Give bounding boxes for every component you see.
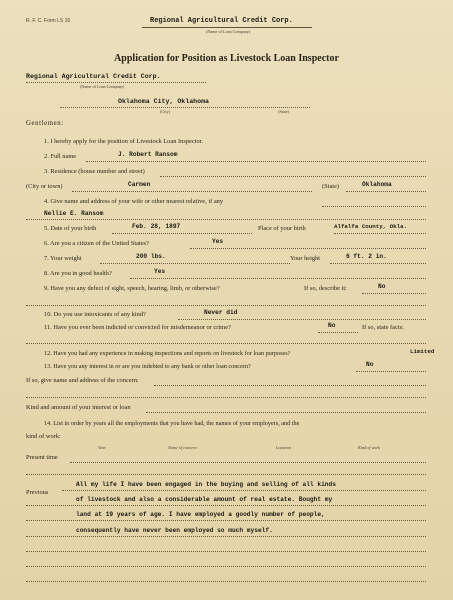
q5-label: 5. Date of your birth xyxy=(44,225,97,232)
q9-line-1 xyxy=(362,293,426,294)
col-location: Location xyxy=(276,445,291,450)
addressee-city-line xyxy=(60,107,310,108)
form-number: R. F. C. Form LS 16 xyxy=(26,18,71,24)
previous-label: Previous xyxy=(26,489,49,496)
salutation: Gentlemen: xyxy=(26,120,64,127)
addressee-city-state: Oklahoma City, Oklahoma xyxy=(118,98,210,105)
q3-state-label: (State) xyxy=(322,183,340,190)
q5-birth-date: Feb. 28, 1897 xyxy=(132,223,181,230)
q9-describe-label: If so, describe it: xyxy=(304,285,347,292)
q2-full-name: J. Robert Ransom xyxy=(118,151,178,158)
previous-line-3: land at 19 years of age. I have employed a goodly number of people, xyxy=(76,511,325,518)
previous-rule-4 xyxy=(26,536,426,537)
present-time-label: Present time xyxy=(26,454,58,461)
q5-place-line xyxy=(334,233,426,234)
previous-line-1: All my life I have been engaged in the buying and selling of all kinds xyxy=(76,481,336,488)
q2-label: 2. Full name xyxy=(44,153,77,160)
city-caption: (City) xyxy=(160,109,171,114)
q13-kind-label: Kind and amount of your interest or loan xyxy=(26,404,131,411)
previous-line-4: consequently have never been employed so much myself. xyxy=(76,527,273,534)
q10-label: 10. Do you use intoxicants of any kind? xyxy=(44,311,146,318)
q5-place-label: Place of your birth xyxy=(258,225,306,232)
header-company-name: Regional Agricultural Credit Corp. xyxy=(150,17,293,25)
q8-health: Yes xyxy=(154,268,166,275)
previous-rule-7 xyxy=(26,581,426,582)
previous-rule-5 xyxy=(26,551,426,552)
q9-defect: No xyxy=(378,283,386,290)
q7-height-label: Your height xyxy=(290,255,321,262)
previous-rule-6 xyxy=(26,566,426,567)
q3-street-line xyxy=(160,176,426,177)
q10-intoxicants: Never did xyxy=(204,309,238,316)
q10-line xyxy=(178,319,426,320)
q4-line-2 xyxy=(26,219,426,220)
q11-label: 11. Have you ever been indicted or convicted for misdemeanor or crime? xyxy=(44,324,231,331)
q7-height: 6 ft. 2 in. xyxy=(346,253,387,260)
header-company-caption: (Name of Loan Company) xyxy=(206,29,251,34)
present-line xyxy=(70,462,426,463)
q14-label-cont: kind of work: xyxy=(26,433,61,440)
q3-state-line xyxy=(346,191,426,192)
q7-label: 7. Your weight xyxy=(44,255,82,262)
q6-line xyxy=(190,248,426,249)
q7-weight: 200 lbs. xyxy=(136,253,166,260)
q6-label: 6. Are you a citizen of the United States? xyxy=(44,240,149,247)
q13-concern-line xyxy=(154,385,426,386)
q4-relative: Nellie E. Ransom xyxy=(44,210,104,217)
q11-convicted: No xyxy=(328,322,336,329)
q11-answer-line xyxy=(318,332,358,333)
q9-line-2 xyxy=(26,305,426,306)
previous-line-2: of livestock and also a considerable amount of real estate. Bought my xyxy=(76,496,333,503)
q14-label: 14. List in order by years all the employments that you have had, the names of your employers, and the xyxy=(44,420,300,427)
q8-line xyxy=(130,278,426,279)
header-company-rule xyxy=(142,27,312,28)
q4-label: 4. Give name and address of your wife or other nearest relative, if any xyxy=(44,198,224,205)
q13-concern-label: If so, give name and address of the concern: xyxy=(26,377,139,384)
q8-label: 8. Are you in good health? xyxy=(44,270,112,277)
previous-rule-2 xyxy=(26,505,426,506)
q6-citizen: Yes xyxy=(212,238,224,245)
q11-facts-label: If so, state facts: xyxy=(362,324,404,331)
present-line-2 xyxy=(26,474,426,475)
q2-line xyxy=(86,161,426,162)
q3-label: 3. Residence (house number and street) xyxy=(44,168,145,175)
q13-label: 13. Have you any interest in or are you indebted to any bank or other loan concern? xyxy=(44,363,251,370)
col-year: Year xyxy=(98,445,106,450)
q3-state: Oklahoma xyxy=(362,181,392,188)
q3-city-label: (City or town) xyxy=(26,183,63,190)
addressee-company-caption: (Name of Loan Company) xyxy=(80,84,125,89)
q4-line-1 xyxy=(322,206,426,207)
q13-kind-line xyxy=(146,412,426,413)
q13-interest: No xyxy=(366,361,374,368)
q5-date-line xyxy=(112,233,252,234)
previous-rule-3 xyxy=(26,520,426,521)
q3-city-line xyxy=(72,191,312,192)
q12-experience: Limited xyxy=(410,348,435,355)
col-concern: Name of concern xyxy=(168,445,197,450)
q13-line-1 xyxy=(356,371,426,372)
previous-rule-1 xyxy=(62,490,426,491)
q1-statement: 1. I hereby apply for the position of Livestock Loan Inspector. xyxy=(44,138,204,145)
q9-label: 9. Have you any defect of sight, speech, hearing, limb, or otherwise? xyxy=(44,285,220,292)
addressee-company-line xyxy=(26,82,206,83)
q5-birth-place: Alfalfa County, Okla. xyxy=(334,223,408,230)
page-title: Application for Position as Livestock Loan Inspector xyxy=(114,53,339,64)
q3-city: Carmen xyxy=(128,181,151,188)
q7-weight-line xyxy=(100,263,290,264)
q7-height-line xyxy=(330,263,426,264)
col-kind: Kind of work xyxy=(358,445,380,450)
addressee-company: Regional Agricultural Credit Corp. xyxy=(26,73,161,80)
state-caption: (State) xyxy=(278,109,290,114)
q12-label: 12. Have you had any experience in making inspections and reports on livestock for loan purposes? xyxy=(44,350,291,357)
q13-line-3 xyxy=(26,397,426,398)
q11-line-2 xyxy=(26,343,426,344)
